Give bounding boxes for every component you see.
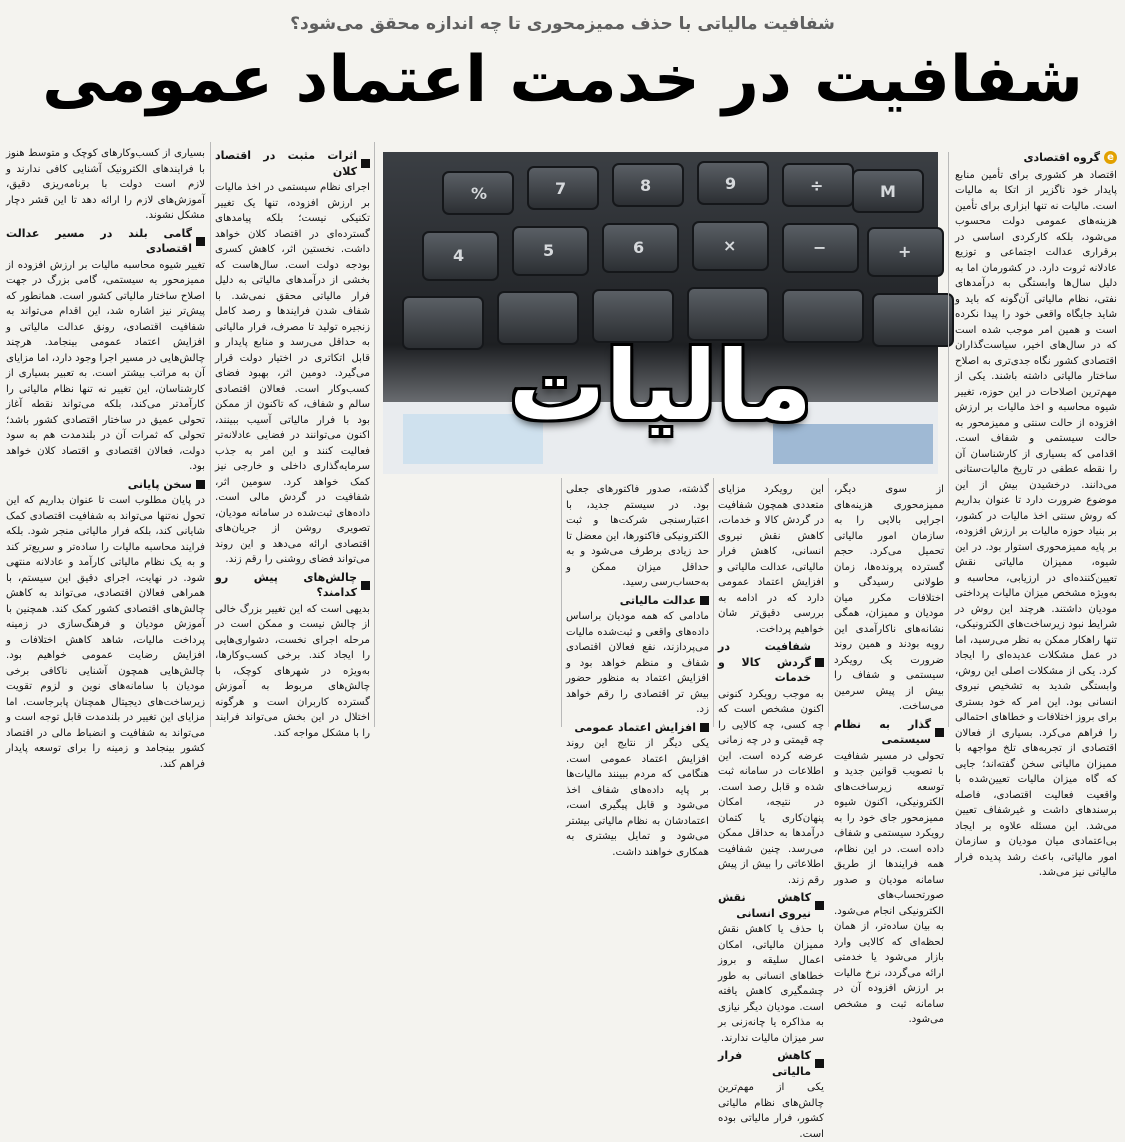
article-column-3: [718, 482, 824, 1140]
subheading: عدالت مالیاتی: [566, 593, 709, 609]
svg-text:−: −: [813, 238, 827, 257]
svg-text:÷: ÷: [810, 176, 824, 195]
svg-text:7: 7: [555, 179, 567, 198]
svg-text:4: 4: [453, 246, 465, 265]
column-text: بسیاری از کسب‌وکارهای کوچک و متوسط هنوز با فرایندهای الکترونیک آشنایی کافی ندارند و لازم است دولت با برنامه‌ریزی دقیق، آموزش‌های لازم را ارائه دهد تا این قشر دچار مشکل نشوند.: [6, 148, 205, 221]
subheading: گذار به نظام سیستمی: [834, 717, 944, 748]
column-divider: [210, 142, 211, 727]
bullet-square-icon: [935, 728, 944, 737]
kicker: شفافیت مالیاتی با حذف ممیزمحوری تا چه اندازه محقق می‌شود؟: [290, 14, 835, 34]
byline: [955, 150, 1117, 166]
column-divider: [948, 152, 949, 727]
headline: شفافیت در خدمت اعتماد عمومی: [42, 43, 1083, 117]
column-text: تحولی در مسیر شفافیت با تصویب قوانین جدید و توسعه زیرساخت‌های الکترونیکی، اکنون شیوه ممیزمحور جای خود را به رویکرد سیستمی و شفاف داده است. در این نظام، همه فرایندها از طریق سامانه مودیان و صدور صورتحساب‌های الکترونیکی انجام می‌شود. به بیان ساده‌تر، از همان لحظه‌ای که کالایی وارد بازار می‌شود یا خدمتی ارائه می‌گردد، نرخ مالیات بر ارزش افزوده آن در سامانه ثبت و مشخص می‌شود.: [834, 750, 944, 1025]
bullet-square-icon: [196, 480, 205, 489]
column-text: با حذف یا کاهش نقش ممیزان مالیاتی، امکان اعمال سلیقه و بروز خطاهای انسانی به طور چشمگیری کاهش یافته است. مودیان دیگر نیازی به مذاکره یا چانه‌زنی بر سر میزان مالیات ندارند.: [718, 924, 824, 1044]
bullet-square-icon: [196, 237, 205, 246]
column-divider: [713, 478, 714, 727]
tax-photo: [383, 152, 938, 474]
article-column-4: [566, 482, 709, 858]
bullet-square-icon: [700, 596, 709, 605]
subheading: گامی بلند در مسیر عدالت اقتصادی: [6, 226, 205, 257]
svg-text:+: +: [898, 242, 912, 261]
newspaper-logo-icon: e: [1104, 151, 1117, 164]
column-text: یکی از مهم‌ترین چالش‌های نظام مالیاتی کشور، فرار مالیاتی بوده است.: [718, 1082, 824, 1140]
bullet-square-icon: [700, 723, 709, 732]
subheading: کاهش نقش نیروی انسانی: [718, 890, 824, 921]
subheading: سخن پایانی: [6, 477, 205, 493]
svg-text:×: ×: [723, 236, 737, 255]
article-column-5: [215, 146, 370, 739]
svg-text:8: 8: [640, 176, 652, 195]
byline-text: گروه اقتصادی: [1023, 151, 1100, 164]
bullet-square-icon: [361, 159, 370, 168]
bullet-square-icon: [815, 901, 824, 910]
svg-text:9: 9: [725, 174, 737, 193]
subheading: شفافیت در گردش کالا و خدمات: [718, 639, 824, 686]
bullet-square-icon: [361, 581, 370, 590]
column-text: مادامی که همه مودیان براساس داده‌های واقعی و ثبت‌شده مالیات می‌پردازند، نفع فعالان اقتصادی شفاف و منظم خواهد بود و افزایش اعتماد به منظور حضور بیش تر اقتصادی را رقم خواهد زد.: [566, 611, 709, 715]
bullet-square-icon: [815, 658, 824, 667]
svg-text:M: M: [880, 182, 896, 201]
column-divider: [374, 142, 375, 727]
bullet-square-icon: [815, 1059, 824, 1068]
column-text: تغییر شیوه محاسبه مالیات بر ارزش افزوده از ممیزمحور به سیستمی، گامی بزرگ در جهت اصلاح ساختار مالیاتی کشور است. همانطور که پیش‌تر نیز اشاره شد، این اقدام می‌تواند به شفافیت اقتصادی، رونق عدالت مالیاتی و افزایش اعتماد عمومی بینجامد. هرچند چالش‌هایی در مسیر اجرا وجود دارد، اما مزایای آن به مراتب بیشتر است. به تعبیر بسیاری از کارشناسان، این تغییر نه تنها نظام مالیاتی را کارآمدتر می‌کند، بلکه می‌تواند نقطه آغاز تحولی عمیق در ساختار اقتصادی کشور باشد؛ تحولی که ثمرات آن در بلندمدت هم به سود دولت، فعالان اقتصادی و اقتصاد کلان خواهد بود.: [6, 259, 205, 472]
column-text: اجرای نظام سیستمی در اخذ مالیات بر ارزش افزوده، تنها یک تغییر تکنیکی نیست؛ بلکه پیامدهای گسترده‌ای در اقتصاد کلان خواهد داشت. نخستین اثر، کاهش کسری بودجه دولت است. سال‌هاست که بخشی از درآمدهای مالیاتی به دلیل فرار مالیاتی محقق نمی‌شد. با شفاف شدن فرایندها و رصد کامل زنجیره تولید تا مصرف، فرار مالیاتی به حداقل می‌رسد و منابع پایدار و قابل اتکاتری در اختیار دولت قرار می‌گیرد. دومین اثر، بهبود فضای کسب‌وکار است. فعالان اقتصادی سالم و شفاف، که تاکنون از ممکن بود با فرار مالیاتی آسیب ببینند، اکنون می‌توانند در فضایی عادلانه‌تر فعالیت کنند و این امر به جذب سرمایه‌گذاری داخلی و خارجی نیز کمک خواهد کرد. سومین اثر، شفافیت در گردش مالی است. داده‌های ثبت‌شده در سامانه مودیان، تصویری روشن از جریان‌های اقتصادی ارائه می‌دهد و این روند می‌تواند فضای روشنی را رقم زند.: [215, 182, 370, 565]
article-column-6: [6, 146, 205, 770]
subheading: افزایش اعتماد عمومی: [566, 720, 709, 736]
column-divider: [828, 478, 829, 727]
svg-text:6: 6: [633, 238, 645, 257]
column-text: بدیهی است که این تغییر بزرگ خالی از چالش نیست و ممکن است در مرحله اجرای نخست، دشواری‌هایی را ایجاد کند. برخی کسب‌وکارها، به‌ویژه در شهرهای کوچک، با چالش‌های مربوط به آموزش گسترده کاربران است و هرگونه اختلال در این بخش می‌تواند فرایند را با مشکل مواجه کند.: [215, 603, 370, 739]
svg-text:5: 5: [543, 241, 555, 260]
column-text: در پایان مطلوب است تا عنوان بداریم که این تحول نه‌تنها می‌تواند به شفافیت اقتصادی کمک شایانی کند، بلکه فرار مالیاتی منجر شود. بلکه فرایند محاسبه مالیات را ساده‌تر و سریع‌تر کند و به یک نظام مالیاتی کارآمد و عادلانه منتهی شود. در نهایت، اجرای دقیق این سیستم، با همراهی فعالان اقتصادی، می‌تواند به کاهش چالش‌های اقتصادی کشور کمک کند. همچنین با آموزش مودیان و فرهنگ‌سازی در زمینه پرداخت مالیات، شاهد کاهش اختلافات و افزایش رضایت عمومی خواهیم بود. چالش‌هایی همچون آشنایی ناکافی برخی مودیان با سامانه‌های نوین و لزوم تقویت زیرساخت‌های دیجیتال همچنان پابرجاست. اما مزایای این تغییر در بلندمدت قابل توجه است و می‌تواند به شفافیت و انضباط مالی در اقتصاد کشور بینجامد و زمینه را برای توسعه پایدار فراهم کند.: [6, 495, 205, 770]
column-text: گذشته، صدور فاکتورهای جعلی بود. در سیستم جدید، با اعتبارسنجی شرکت‌ها و ثبت الکترونیکی فاکتورها، این معضل تا حد زیادی برطرف می‌شود و به حداقل میزان ممکن و به‌حساب‌رسی رسید.: [566, 484, 709, 588]
column-text: اقتصاد هر کشوری برای تأمین منابع پایدار خود ناگزیر از اتکا به مالیات است. مالیات نه تنها ابزاری برای تأمین هزینه‌های عمومی دولت محسوب می‌شود، بلکه کارکردی اساسی در برقراری عدالت اجتماعی و توزیع عادلانه ثروت دارد. در کشورمان اما به دلیل سال‌ها وابستگی به درآمدهای نفتی، نظام مالیاتی آن‌گونه که باید و شاید جایگاه واقعی خود را پیدا نکرده است و همین امر موجب شده است که در سال‌های اخیر، سیاست‌گذاران اقتصادی کشور نگاه جدی‌تری به اصلاح ساختار مالیاتی داشته باشند. یکی از مهم‌ترین اصلاحات در این حوزه، تغییر شیوه محاسبه و اخذ مالیات بر ارزش افزوده از حالت سنتی و ممیزمحور به حالت سیستمی و شفاف است. اقدامی که بسیاری از کارشناسان آن را نقطه عطفی در تاریخ مالیات‌ستانی می‌دانند. درخشیدن بیش از این موضوع ضرورت دارد تا عنوان بداریم که روش سنتی اخذ مالیات در کشور، بر بنیاد حوزه مالیات بر ارزش افزوده، بر پایه ممیزمحوری استوار بود. در این شیوه، ممیزان مالیاتی نقش تعیین‌کننده‌ای در ارزیابی، محاسبه و به‌ویژه مشخص میزان مالیات پرداختی مودیان داشتند. هرچند این روش در شرایط نبود زیرساخت‌های الکترونیکی، تنها راهکار ممکن به نظر می‌رسید، اما در عمل مشکلات عدیده‌ای را ایجاد کرد. یکی از مشکلات اصلی این روش، وابستگی شدید به تشخیص نیروی انسانی بود. این امر که خود بستری برای بروز اختلافات و خطاهای احتمالی را فراهم می‌کرد. بسیاری از فعالان اقتصادی از تجربه‌های تلخ مواجهه با ممیزان مالیاتی سخن گفته‌اند؛ جایی که گاه میزان مالیات تعیین‌شده با واقعیت فعالیت اقتصادی، فاصله برسندهای داشت و غیرشفاف تعیین می‌شد. این مسئله علاوه بر ایجاد بی‌اعتمادی میان مودیان و سازمان امور مالیاتی، باعث رشد پدیده فرار مالیاتی نیز می‌شد.: [955, 169, 1117, 878]
column-divider: [561, 478, 562, 727]
subheading: کاهش فرار مالیاتی: [718, 1048, 824, 1079]
subheading: چالش‌های پیش رو کدامند؟: [215, 570, 370, 601]
column-text: از سوی دیگر، ممیزمحوری هزینه‌های اجرایی بالایی را به سازمان امور مالیاتی تحمیل می‌کرد. حجم گسترده پرونده‌ها، زمان طولانی رسیدگی و اختلافات مکرر میان مودیان و ممیزان، همگی نشانه‌های ناکارآمدی این رویه بودند و همین روند ضرورت یک رویکرد سیستمی و شفاف را بیش از پیش سرمین می‌ساخت.: [834, 484, 944, 712]
article-column-2: [834, 482, 944, 1025]
column-text: به موجب رویکرد کنونی اکنون مشخص است که چه کسی، چه کالایی را چه قیمتی و در چه زمانی عرضه کرده است. این اطلاعات در سامانه ثبت شده و قابل رصد است. در نتیجه، امکان پنهان‌کاری یا کتمان درآمدها به حداقل ممکن می‌رسد. چنین شفافیت اطلاعاتی را بیش از پیش رقم زند.: [718, 688, 824, 886]
column-text: این رویکرد مزایای متعددی همچون شفافیت در گردش کالا و خدمات، کاهش نقش نیروی انسانی، کاهش فرار مالیاتی، عدالت مالیاتی و افزایش اعتماد عمومی دارد که در ادامه به بررسی دقیق‌تر شان خواهیم پرداخت.: [718, 484, 824, 635]
photo-caption-word: مالیات: [508, 330, 813, 442]
article-column-1: [955, 150, 1117, 878]
svg-text:%: %: [471, 184, 488, 203]
subheading: اثرات مثبت در اقتصاد کلان: [215, 148, 370, 179]
column-text: یکی دیگر از نتایج این روند افزایش اعتماد عمومی است. هنگامی که مردم ببینند مالیات‌ها بر پایه داده‌های شفاف اخذ می‌شود و قابل پیگیری است، اعتمادشان به نظام مالیاتی بیشتر می‌شود و تمایل بیشتری به همکاری خواهند داشت.: [566, 738, 709, 858]
